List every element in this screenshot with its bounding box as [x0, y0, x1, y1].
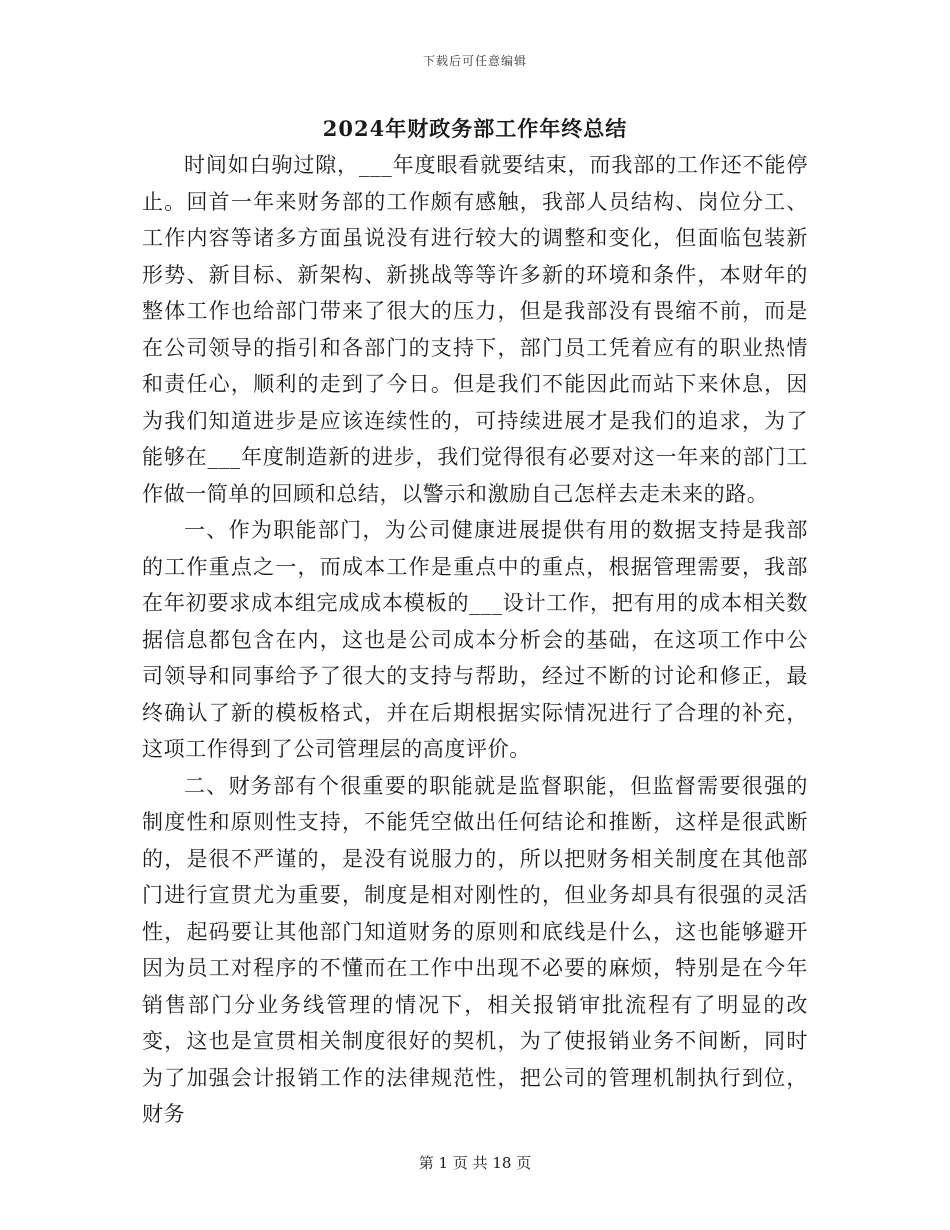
paragraph-section-2: 二、财务部有个很重要的职能就是监督职能，但监督需要很强的制度性和原则性支持，不能凭空做出任何结论和推断，这样是很武断的，是很不严谨的，是没有说服力的，所以把财务相关制度在其他部门进行宣贯尤为重要，制度是相对刚性的，但业务却具有很强的灵活性，起码要让其他部门知道财务的原则和底线是什么，这也能够避开因为员工对程序的不懂而在工作中出现不必要的麻烦，特别是在今年销售部门分业务线管理的情况下，相关报销审批流程有了明显的改变，这也是宣贯相关制度很好的契机，为了使报销业务不间断，同时为了加强会计报销工作的法律规范性，把公司的管理机制执行到位，财务: [142, 773, 808, 1126]
document-title: 2024年财政务部工作年终总结: [322, 116, 628, 141]
paragraph-section-1: 一、作为职能部门，为公司健康进展提供有用的数据支持是我部的工作重点之一，而成本工作是重点中的重点，根据管理需要，我部在年初要求成本组完成成本模板的___设计工作，把有用的成本相关数据信息都包含在内，这也是公司成本分析会的基础，在这项工作中公司领导和同事给予了很大的支持与帮助，经过不断的讨论和修正，最终确认了新的模板格式，并在后期根据实际情况进行了合理的补充，这项工作得到了公司管理层的高度评价。: [142, 518, 808, 761]
document-body: [142, 147, 808, 1133]
page-number: 第 1 页 共 18 页: [418, 1154, 532, 1172]
paragraph-intro: 时间如白驹过隙，___年度眼看就要结束，而我部的工作还不能停止。回首一年来财务部的工作颇有感触，我部人员结构、岗位分工、工作内容等诸多方面虽说没有进行较大的调整和变化，但面临包装新形势、新目标、新架构、新挑战等等许多新的环境和条件，本财年的整体工作也给部门带来了很大的压力，但是我部没有畏缩不前，而是在公司领导的指引和各部门的支持下，部门员工凭着应有的职业热情和责任心，顺利的走到了今日。但是我们不能因此而站下来休息，因为我们知道进步是应该连续性的，可持续进展才是我们的追求，为了能够在___年度制造新的进步，我们觉得很有必要对这一年来的部门工作做一简单的回顾和总结，以警示和激励自己怎样去走未来的路。: [142, 153, 808, 506]
header-note: 下载后可任意编辑: [422, 54, 527, 68]
